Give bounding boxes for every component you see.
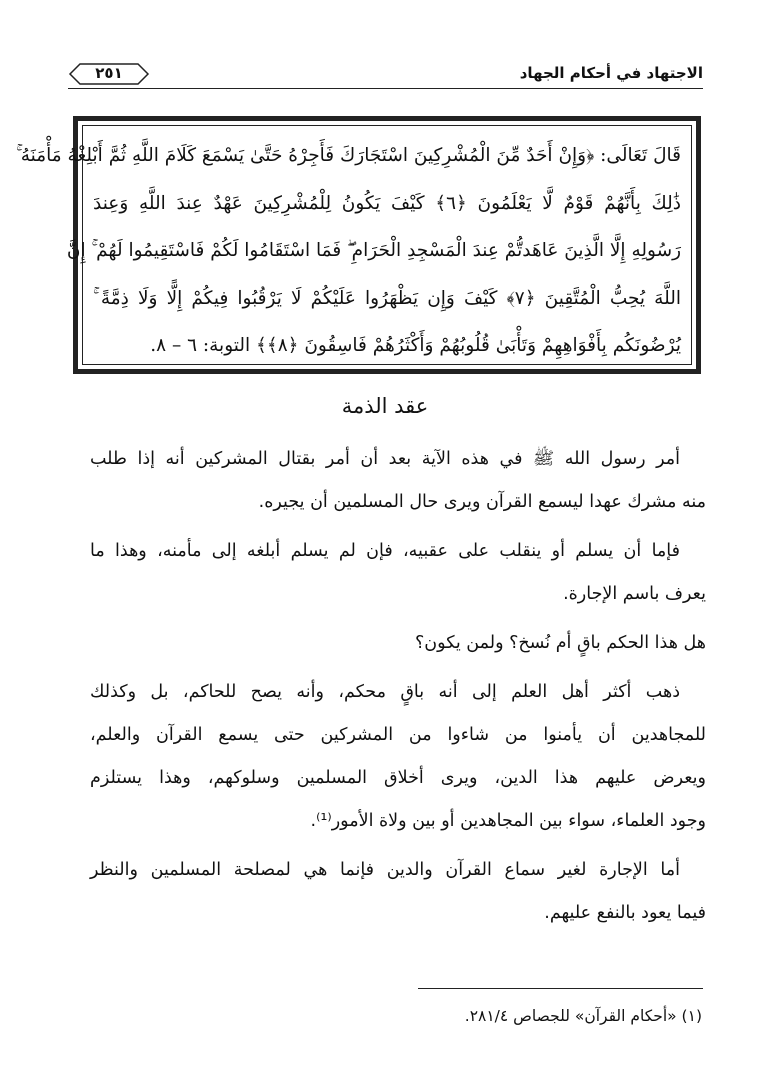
text-line: فيما يعود بالنفع عليهم. bbox=[544, 903, 706, 923]
paragraph bbox=[90, 671, 706, 843]
paragraph bbox=[90, 622, 706, 665]
footnote: (١) «أحكام القرآن» للجصاص ٢٨١/٤. bbox=[464, 1007, 702, 1025]
text-line: أمر رسول الله ﷺ في هذه الآية بعد أن أمر بقتال المشركين أنه إذا طلب bbox=[90, 449, 680, 469]
quran-line: اللَّهَ يُحِبُّ الْمُتَّقِينَ ﴿٧﴾ كَيْفَ وَإِن يَظْهَرُوا عَلَيْكُمْ لَا يَرْقُبُوا فِيكُمْ إِلًّا وَلَا ذِمَّةً ۚ bbox=[93, 287, 681, 309]
paragraph bbox=[90, 849, 706, 935]
text-line: أما الإجارة لغير سماع القرآن والدين فإنما هي لمصلحة المسلمين والنظر bbox=[90, 860, 680, 880]
text-line: للمجاهدين أن يأمنوا من شاءوا من المشركين حتى يسمع القرآن والعلم، bbox=[90, 725, 706, 745]
quran-verse-frame bbox=[16, 125, 692, 365]
text-line: منه مشرك عهدا ليسمع القرآن ويرى حال المسلمين أن يجيره. bbox=[258, 492, 706, 512]
body-text bbox=[90, 438, 706, 935]
text-line: هل هذا الحكم باقٍ أم نُسخ؟ ولمن يكون؟ bbox=[415, 633, 706, 653]
text-line: وجود العلماء، سواء بين المجاهدين أو بين ولاة الأمور⁽¹⁾. bbox=[310, 811, 706, 831]
page-number: ٢٥١ bbox=[95, 64, 123, 82]
text-line: ذهب أكثر أهل العلم إلى أنه باقٍ محكم، وأنه يصح للحاكم، بل وكذلك bbox=[90, 682, 680, 702]
text-line: فإما أن يسلم أو ينقلب على عقبيه، فإن لم يسلم أبلغه إلى مأمنه، وهذا ما bbox=[90, 541, 680, 561]
quran-line: قَالَ تَعَالَى: ﴿وَإِنْ أَحَدٌ مِّنَ الْمُشْرِكِينَ اسْتَجَارَكَ فَأَجِرْهُ حَتَّىٰ يَسْمَعَ كَلَامَ اللَّهِ ثُمَّ أَبْلِغْهُ مَأْمَنَهُ ۚ bbox=[16, 145, 681, 166]
header-rule bbox=[68, 88, 703, 89]
quran-line: يُرْضُونَكُم بِأَفْوَاهِهِمْ وَتَأْبَىٰ قُلُوبُهُمْ وَأَكْثَرُهُمْ فَاسِقُونَ ﴿٨﴾﴾ التوبة: ٦ – ٨. bbox=[150, 335, 681, 356]
page-header bbox=[68, 62, 703, 92]
section-heading: عقد الذمة bbox=[341, 394, 429, 418]
footnote-separator bbox=[418, 988, 703, 989]
quran-line: رَسُولِهِ إِلَّا الَّذِينَ عَاهَدتُّمْ عِندَ الْمَسْجِدِ الْحَرَامِ ۖ فَمَا اسْتَقَامُوا لَكُمْ فَاسْتَقِيمُوا لَهُمْ ۚ إِنَّ bbox=[66, 240, 681, 261]
quran-line: ذَٰلِكَ بِأَنَّهُمْ قَوْمٌ لَّا يَعْلَمُونَ ﴿٦﴾ كَيْفَ يَكُونُ لِلْمُشْرِكِينَ عَهْدٌ عِندَ اللَّهِ وَعِندَ bbox=[93, 192, 681, 214]
paragraph bbox=[90, 438, 706, 524]
paragraph bbox=[90, 530, 706, 616]
running-title: الاجتهاد في أحكام الجهاد bbox=[519, 64, 703, 82]
text-line: ويعرض عليهم هذا الدين، ويرى أخلاق المسلمين وسلوكهم، وهذا يستلزم bbox=[90, 768, 706, 788]
page-number-badge bbox=[68, 62, 150, 86]
quran-verse-box bbox=[16, 116, 701, 374]
text-line: يعرف باسم الإجارة. bbox=[563, 584, 706, 604]
